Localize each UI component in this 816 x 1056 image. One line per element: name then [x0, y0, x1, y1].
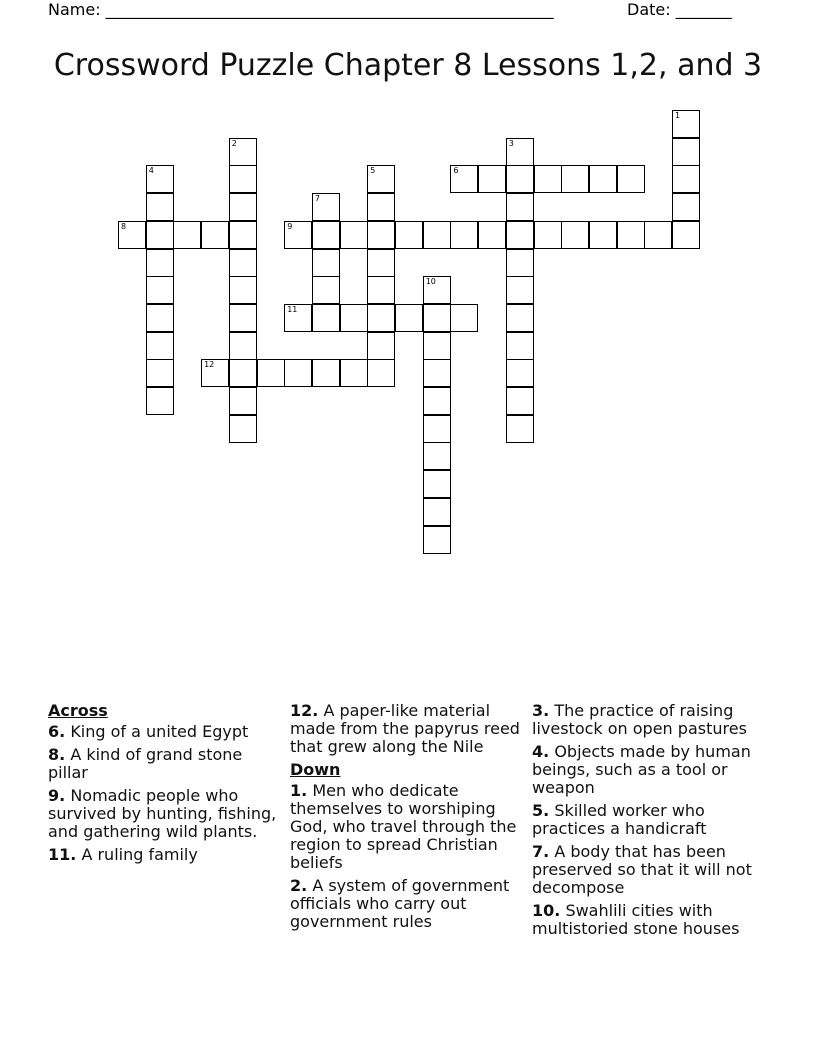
crossword-cell[interactable]: [423, 332, 451, 360]
crossword-cell[interactable]: [506, 193, 534, 221]
crossword-cell[interactable]: [229, 249, 257, 277]
clue-down-10: [532, 902, 772, 938]
crossword-cell[interactable]: [561, 165, 589, 193]
crossword-cell[interactable]: [506, 165, 534, 193]
crossword-cell[interactable]: [367, 332, 395, 360]
clue-across-11: [48, 846, 280, 864]
crossword-cell[interactable]: [395, 304, 423, 332]
crossword-cell[interactable]: [257, 359, 285, 387]
cell-number: 11: [287, 304, 298, 314]
crossword-cell[interactable]: [423, 276, 451, 304]
crossword-cell[interactable]: [367, 359, 395, 387]
crossword-cell[interactable]: [312, 304, 340, 332]
crossword-cell[interactable]: [312, 193, 340, 221]
clue-number: 4.: [532, 742, 550, 761]
crossword-cell[interactable]: [284, 221, 312, 249]
clues-column-1: [48, 702, 280, 869]
cell-number: 6: [453, 166, 459, 176]
crossword-cell[interactable]: [423, 304, 451, 332]
crossword-cell[interactable]: [367, 249, 395, 277]
crossword-cell[interactable]: [146, 193, 174, 221]
clue-down-7: [532, 843, 772, 897]
crossword-cell[interactable]: [173, 221, 201, 249]
crossword-cell[interactable]: [506, 221, 534, 249]
crossword-cell[interactable]: [672, 165, 700, 193]
crossword-cell[interactable]: [146, 165, 174, 193]
crossword-cell[interactable]: [367, 221, 395, 249]
crossword-cell[interactable]: [423, 387, 451, 415]
crossword-cell[interactable]: [423, 359, 451, 387]
crossword-cell[interactable]: [617, 165, 645, 193]
cell-number: 10: [425, 277, 436, 287]
crossword-cell[interactable]: [395, 221, 423, 249]
crossword-cell[interactable]: [229, 359, 257, 387]
cell-number: 5: [370, 166, 376, 176]
crossword-cell[interactable]: [312, 276, 340, 304]
clue-text: Skilled worker who practices a handicraft: [532, 801, 707, 838]
clue-down-3: [532, 702, 772, 738]
crossword-cell[interactable]: [340, 221, 368, 249]
crossword-cell[interactable]: [146, 387, 174, 415]
crossword-cell[interactable]: [201, 221, 229, 249]
clue-text: Objects made by human beings, such as a tool or weapon: [532, 742, 751, 797]
clue-number: 3.: [532, 701, 550, 720]
across-heading: Across: [48, 701, 108, 720]
clue-number: 10.: [532, 901, 561, 920]
crossword-cell[interactable]: [589, 165, 617, 193]
crossword-cell[interactable]: [423, 442, 451, 470]
clues-column-3: [532, 702, 772, 943]
crossword-cell[interactable]: [146, 332, 174, 360]
clue-number: 12.: [290, 701, 319, 720]
cell-number: 3: [508, 138, 514, 148]
clue-down-1: [290, 782, 522, 872]
crossword-cell[interactable]: [450, 221, 478, 249]
crossword-cell[interactable]: [340, 304, 368, 332]
clue-number: 7.: [532, 842, 550, 861]
crossword-cell[interactable]: [450, 304, 478, 332]
crossword-cell[interactable]: [617, 221, 645, 249]
crossword-cell[interactable]: [229, 332, 257, 360]
crossword-cell[interactable]: [506, 387, 534, 415]
crossword-cell[interactable]: [229, 276, 257, 304]
clue-text: A body that has been preserved so that it will not decompose: [532, 842, 752, 897]
crossword-cell[interactable]: [672, 193, 700, 221]
clue-text: A kind of grand stone pillar: [48, 745, 243, 782]
crossword-cell[interactable]: [506, 276, 534, 304]
clue-number: 6.: [48, 722, 66, 741]
crossword-cell[interactable]: [506, 332, 534, 360]
cell-number: 9: [287, 221, 293, 231]
crossword-cell[interactable]: [423, 221, 451, 249]
cell-number: 12: [204, 360, 215, 370]
crossword-cell[interactable]: [284, 359, 312, 387]
crossword-cell[interactable]: [229, 221, 257, 249]
clue-text: A paper-like material made from the papyrus reed that grew along the Nile: [290, 701, 520, 756]
crossword-cell[interactable]: [672, 110, 700, 138]
page-title: Crossword Puzzle Chapter 8 Lessons 1,2, and 3: [53, 48, 763, 83]
crossword-cell[interactable]: [229, 165, 257, 193]
crossword-cell[interactable]: [450, 165, 478, 193]
crossword-cell[interactable]: [672, 138, 700, 166]
clue-text: King of a united Egypt: [70, 722, 249, 741]
crossword-cell[interactable]: [229, 387, 257, 415]
crossword-cell[interactable]: [367, 165, 395, 193]
clue-down-2: [290, 877, 522, 931]
clue-text: Swahlili cities with multistoried stone houses: [532, 901, 740, 938]
crossword-cell[interactable]: [534, 165, 562, 193]
clue-number: 8.: [48, 745, 66, 764]
clue-number: 11.: [48, 845, 77, 864]
clue-text: Nomadic people who survived by hunting, fishing, and gathering wild plants.: [48, 786, 277, 841]
crossword-cell[interactable]: [146, 359, 174, 387]
crossword-cell[interactable]: [146, 276, 174, 304]
crossword-cell[interactable]: [367, 304, 395, 332]
crossword-cell[interactable]: [672, 221, 700, 249]
crossword-cell[interactable]: [506, 359, 534, 387]
cell-number: 4: [148, 166, 154, 176]
crossword-cell[interactable]: [506, 304, 534, 332]
crossword-cell[interactable]: [284, 304, 312, 332]
clues-column-2: [290, 702, 522, 936]
crossword-cell[interactable]: [340, 359, 368, 387]
crossword-cell[interactable]: [312, 221, 340, 249]
cell-number: 2: [231, 138, 237, 148]
clue-text: A ruling family: [81, 845, 198, 864]
crossword-cell[interactable]: [146, 304, 174, 332]
crossword-cell[interactable]: [423, 415, 451, 443]
clue-text: A system of government officials who carry out government rules: [290, 876, 510, 931]
cell-number: 8: [121, 221, 127, 231]
crossword-cell[interactable]: [423, 526, 451, 554]
down-heading: Down: [290, 760, 341, 779]
crossword-cell[interactable]: [506, 138, 534, 166]
clue-text: The practice of raising livestock on open pastures: [532, 701, 747, 738]
crossword-cell[interactable]: [644, 221, 672, 249]
name-field-label: Name: ________________________________________________________: [48, 0, 554, 19]
clue-text: Men who dedicate themselves to worshiping God, who travel through the region to spread Christian beliefs: [290, 781, 517, 872]
crossword-cell[interactable]: [506, 415, 534, 443]
crossword-cell[interactable]: [367, 193, 395, 221]
crossword-cell[interactable]: [506, 249, 534, 277]
crossword-cell[interactable]: [201, 359, 229, 387]
crossword-cell[interactable]: [146, 221, 174, 249]
clue-across-12: [290, 702, 522, 756]
cell-number: 7: [314, 194, 320, 204]
crossword-cell[interactable]: [146, 249, 174, 277]
crossword-cell[interactable]: [229, 138, 257, 166]
clue-number: 2.: [290, 876, 308, 895]
crossword-cell[interactable]: [478, 221, 506, 249]
clue-across-8: [48, 746, 280, 782]
crossword-cell[interactable]: [423, 498, 451, 526]
crossword-cell[interactable]: [478, 165, 506, 193]
crossword-cell[interactable]: [589, 221, 617, 249]
clue-down-4: [532, 743, 772, 797]
clue-across-9: [48, 787, 280, 841]
crossword-cell[interactable]: [367, 276, 395, 304]
clue-number: 1.: [290, 781, 308, 800]
crossword-cell[interactable]: [312, 359, 340, 387]
clue-number: 9.: [48, 786, 66, 805]
crossword-cell[interactable]: [561, 221, 589, 249]
crossword-cell[interactable]: [229, 415, 257, 443]
clue-down-5: [532, 802, 772, 838]
crossword-cell[interactable]: [534, 221, 562, 249]
crossword-cell[interactable]: [312, 249, 340, 277]
crossword-cell[interactable]: [423, 470, 451, 498]
clue-number: 5.: [532, 801, 550, 820]
crossword-cell[interactable]: [118, 221, 146, 249]
date-field-label: Date: _______: [627, 0, 732, 19]
crossword-cell[interactable]: [229, 304, 257, 332]
cell-number: 1: [675, 111, 681, 120]
clue-across-6: [48, 723, 280, 741]
crossword-cell[interactable]: [229, 193, 257, 221]
